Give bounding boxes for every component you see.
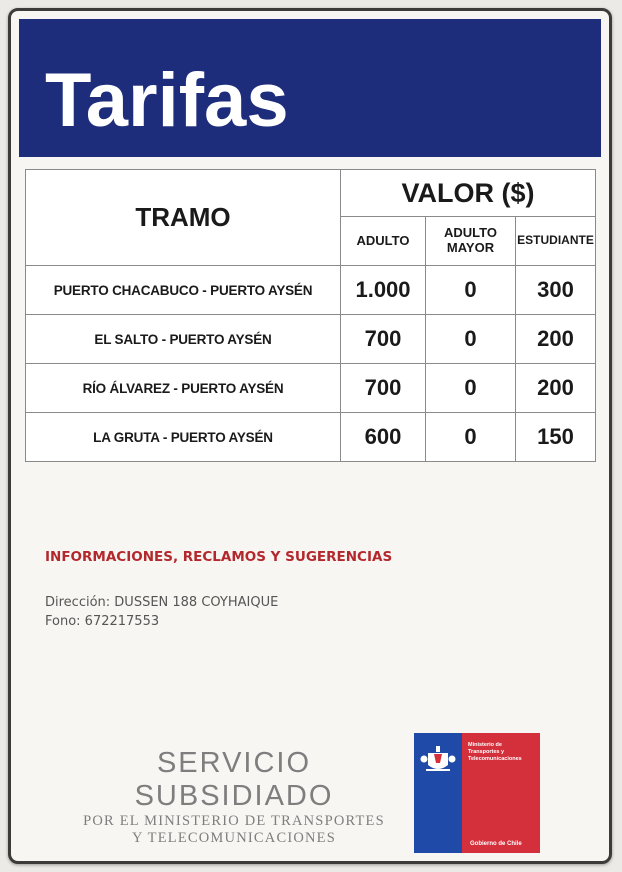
price-adulto-mayor: 0: [426, 413, 516, 462]
column-header-adulto-mayor: [426, 217, 516, 266]
route-cell: EL SALTO - PUERTO AYSÉN: [26, 315, 341, 364]
route-cell: LA GRUTA - PUERTO AYSÉN: [26, 413, 341, 462]
contact-info: [45, 549, 392, 631]
route-cell: RÍO ÁLVAREZ - PUERTO AYSÉN: [26, 364, 341, 413]
column-header-estudiante: ESTUDIANTE: [516, 217, 596, 266]
fare-table: [25, 169, 596, 462]
price-adulto: 700: [341, 315, 426, 364]
price-adulto-mayor: 0: [426, 364, 516, 413]
column-header-adulto-mayor-label: ADULTO MAYOR: [444, 225, 497, 255]
price-adulto: 600: [341, 413, 426, 462]
subsidy-title: SERVICIO SUBSIDIADO: [134, 747, 334, 812]
ministry-logo: [414, 733, 540, 853]
subsidy-notice: [69, 747, 399, 847]
table-row: [26, 266, 596, 315]
logo-ministry-line-1: Ministerio de: [468, 742, 502, 748]
price-adulto: 700: [341, 364, 426, 413]
subsidy-line-2: Y TELECOMUNICACIONES: [131, 830, 337, 846]
price-adulto: 1.000: [341, 266, 426, 315]
subsidy-line-1: POR EL MINISTERIO DE TRANSPORTES: [83, 813, 385, 829]
logo-ministry-line-3: Telecomunicaciones: [468, 756, 522, 762]
price-estudiante: 300: [516, 266, 596, 315]
price-estudiante: 200: [516, 315, 596, 364]
route-cell: PUERTO CHACABUCO - PUERTO AYSÉN: [26, 266, 341, 315]
phone-text: Fono: 672217553: [45, 614, 160, 629]
header-banner: [19, 19, 601, 157]
tramo-header: TRAMO: [26, 170, 341, 266]
valor-header: VALOR ($): [341, 170, 596, 217]
fare-sign: [8, 8, 612, 864]
table-row: [26, 315, 596, 364]
logo-ministry-line-2: Transportes y: [468, 749, 505, 755]
table-row: [26, 364, 596, 413]
price-adulto-mayor: 0: [426, 315, 516, 364]
contact-heading: INFORMACIONES, RECLAMOS Y SUGERENCIAS: [45, 549, 393, 565]
table-row: [26, 413, 596, 462]
price-adulto-mayor: 0: [426, 266, 516, 315]
address-text: Dirección: DUSSEN 188 COYHAIQUE: [45, 595, 279, 610]
price-estudiante: 150: [516, 413, 596, 462]
logo-gobierno-text: Gobierno de Chile: [470, 841, 522, 847]
column-header-adulto: ADULTO: [341, 217, 426, 266]
price-estudiante: 200: [516, 364, 596, 413]
page-title: Tarifas: [45, 58, 289, 143]
